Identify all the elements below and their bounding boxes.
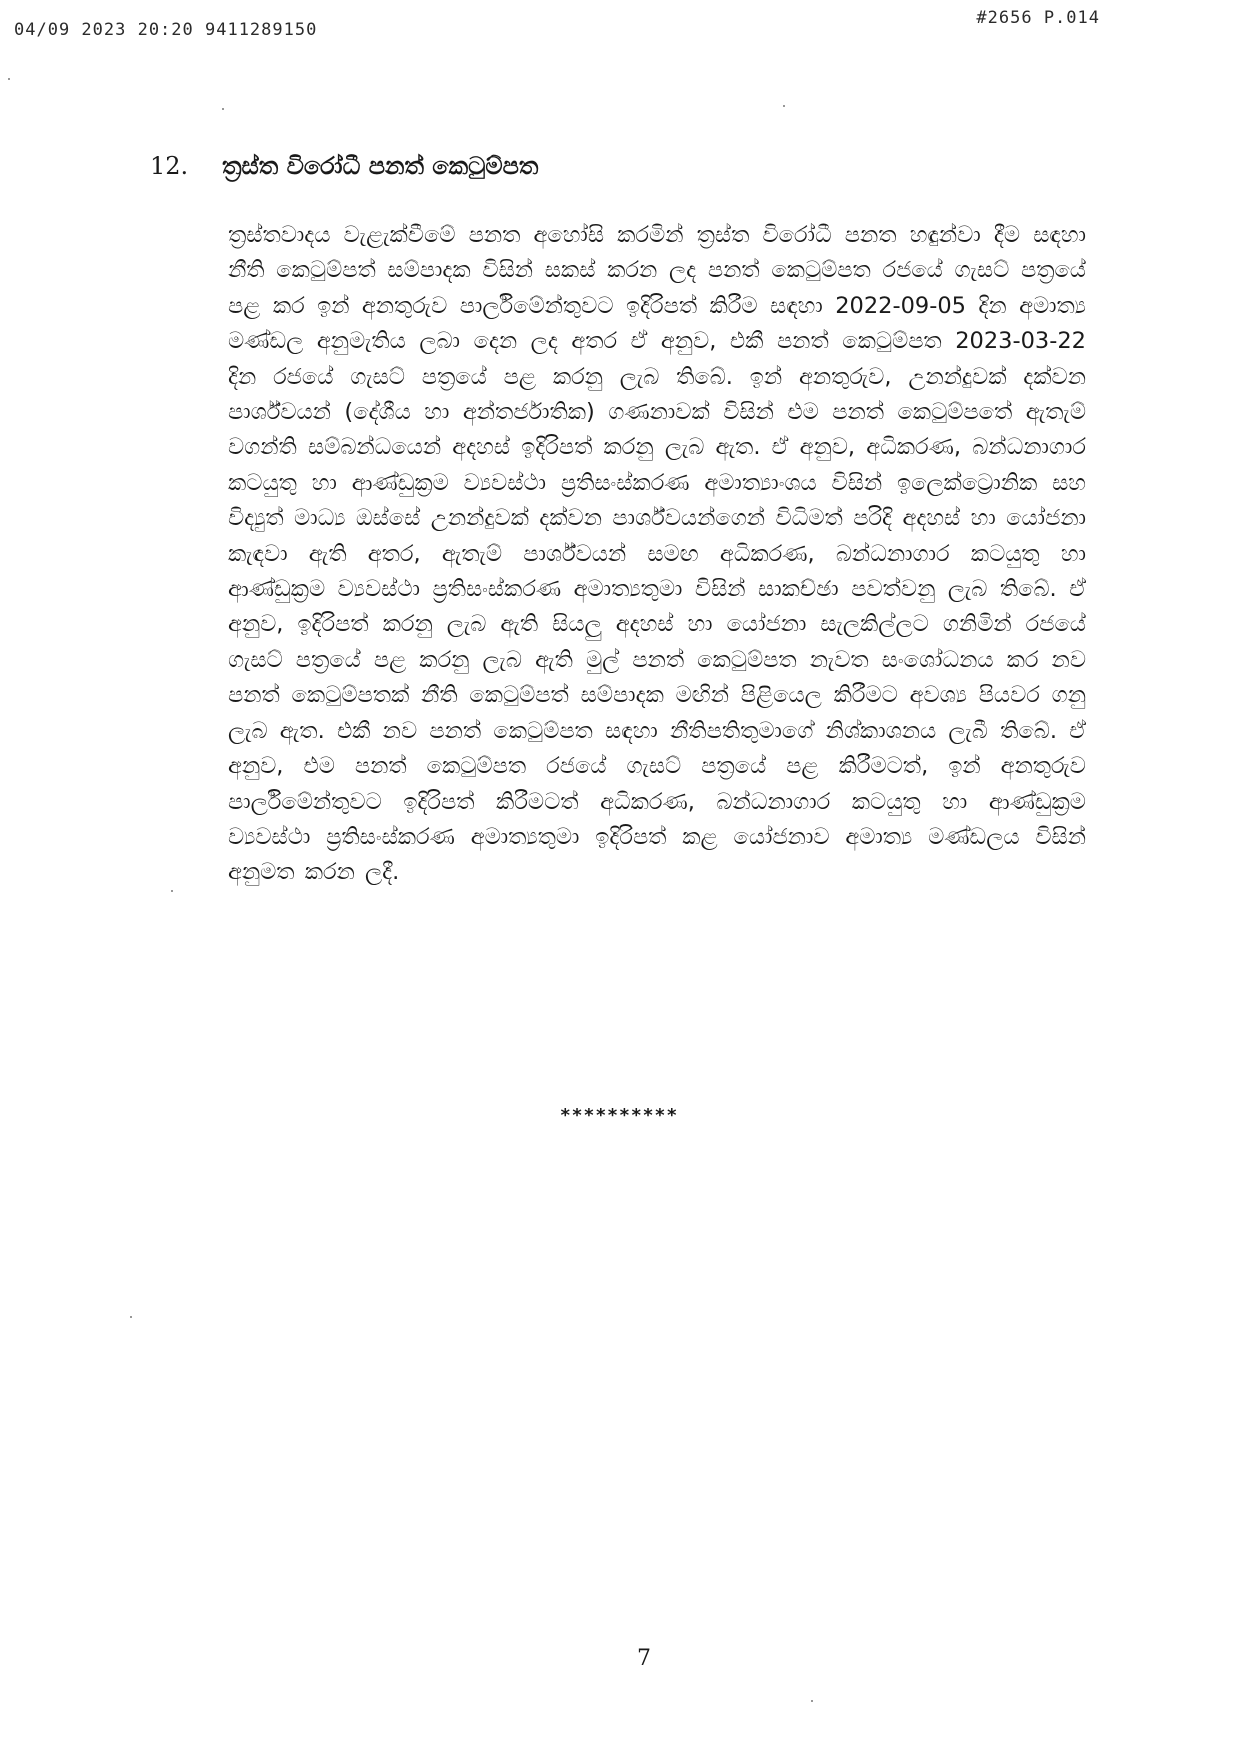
scan-speck (171, 890, 173, 892)
section-title: ත්‍රස්ත විරෝධී පනත් කෙටුම්පත (222, 152, 539, 180)
fax-page-reference: #2656 P.014 (976, 8, 1100, 28)
scan-speck (130, 1316, 132, 1318)
page-number: 7 (637, 1646, 651, 1671)
section-body-paragraph: ත්‍රස්තවාදය වැළැක්වීමේ පනත අහෝසි කරමින් ත්‍රස්ත විරෝධී පනත හඳුන්වා දීම සඳහා නීති කෙටුම්පත් සම්පාදක විසින් සකස් කරන ලද පනත් කෙටුම්පත රජයේ ගැසට් පත්‍රයේ පළ කර ඉන් අනතුරුව පාර්ලිමේන්තුවට ඉදිරිපත් කිරීම සඳහා 2022-09-05 දින අමාත්‍ය මණ්ඩල අනුමැතිය ලබා දෙන ලද අතර ඒ අනුව, එකී පනත් කෙටුම්පත 2023-03-22 දින රජයේ ගැසට් පත්‍රයේ පළ කරනු ලැබ තිබේ. ඉන් අනතුරුව, උනන්දුවක් දක්වන පාර්ශ්වයන් (දේශීය හා අන්තර්ජාතික) ගණනාවක් විසින් එම පනත් කෙටුම්පතේ ඇතැම් වගන්ති සම්බන්ධයෙන් අදහස් ඉදිරිපත් කරනු ලැබ ඇත. ඒ අනුව, අධිකරණ, බන්ධනාගාර කටයුතු හා ආණ්ඩුක්‍රම ව්‍යවස්ථා ප්‍රතිසංස්කරණ අමාත්‍යාංශය විසින් ඉලෙක්ට්‍රොනික සහ විද්‍යුත් මාධ්‍ය ඔස්සේ උනන්දුවක් දක්වන පාර්ශ්වයන්ගෙන් විධිමත් පරිදි අදහස් හා යෝජනා කැඳවා ඇති අතර, ඇතැම් පාර්ශ්වයන් සමඟ අධිකරණ, බන්ධනාගාර කටයුතු හා ආණ්ඩුක්‍රම ව්‍යවස්ථා ප්‍රතිසංස්කරණ අමාත්‍යතුමා විසින් සාකච්ඡා පවත්වනු ලැබ තිබේ. ඒ අනුව, ඉදිරිපත් කරනු ලැබ ඇති සියලු අදහස් හා යෝජනා සැලකිල්ලට ගනිමින් රජයේ ගැසට් පත්‍රයේ පළ කරනු ලැබ ඇති මුල් පනත් කෙටුම්පත නැවත සංශෝධනය කර නව පනත් කෙටුම්පතක් නීති කෙටුම්පත් සම්පාදක මඟින් පිළියෙල කිරීමට අවශ්‍ය පියවර ගනු ලැබ ඇත. එකී නව පනත් කෙටුම්පත සඳහා නීතිපතිතුමාගේ නිශ්කාශනය ලැබී තිබේ. ඒ අනුව, එම පනත් කෙටුම්පත රජයේ ගැසට් පත්‍රයේ පළ කිරීමටත්, ඉන් අනතුරුව පාර්ලිමේන්තුවට ඉදිරිපත් කිරීමටත් අධිකරණ, බන්ධනාගාර කටයුතු හා ආණ්ඩුක්‍රම ව්‍යවස්ථා ප්‍රතිසංස්කරණ අමාත්‍යතුමා ඉදිරිපත් කළ යෝජනාව අමාත්‍ය මණ්ඩලය විසින් අනුමත කරන ලදී. (228, 222, 1086, 886)
section-heading (150, 152, 850, 188)
scan-speck (783, 105, 785, 107)
section-number: 12. (150, 152, 189, 180)
end-separator: ********** (559, 1105, 679, 1126)
scan-speck (811, 1700, 813, 1702)
scan-speck (222, 108, 224, 110)
scan-speck (8, 78, 10, 80)
fax-header (14, 8, 1100, 40)
fax-timestamp-line: 04/09 2023 20:20 9411289150 (14, 20, 318, 40)
